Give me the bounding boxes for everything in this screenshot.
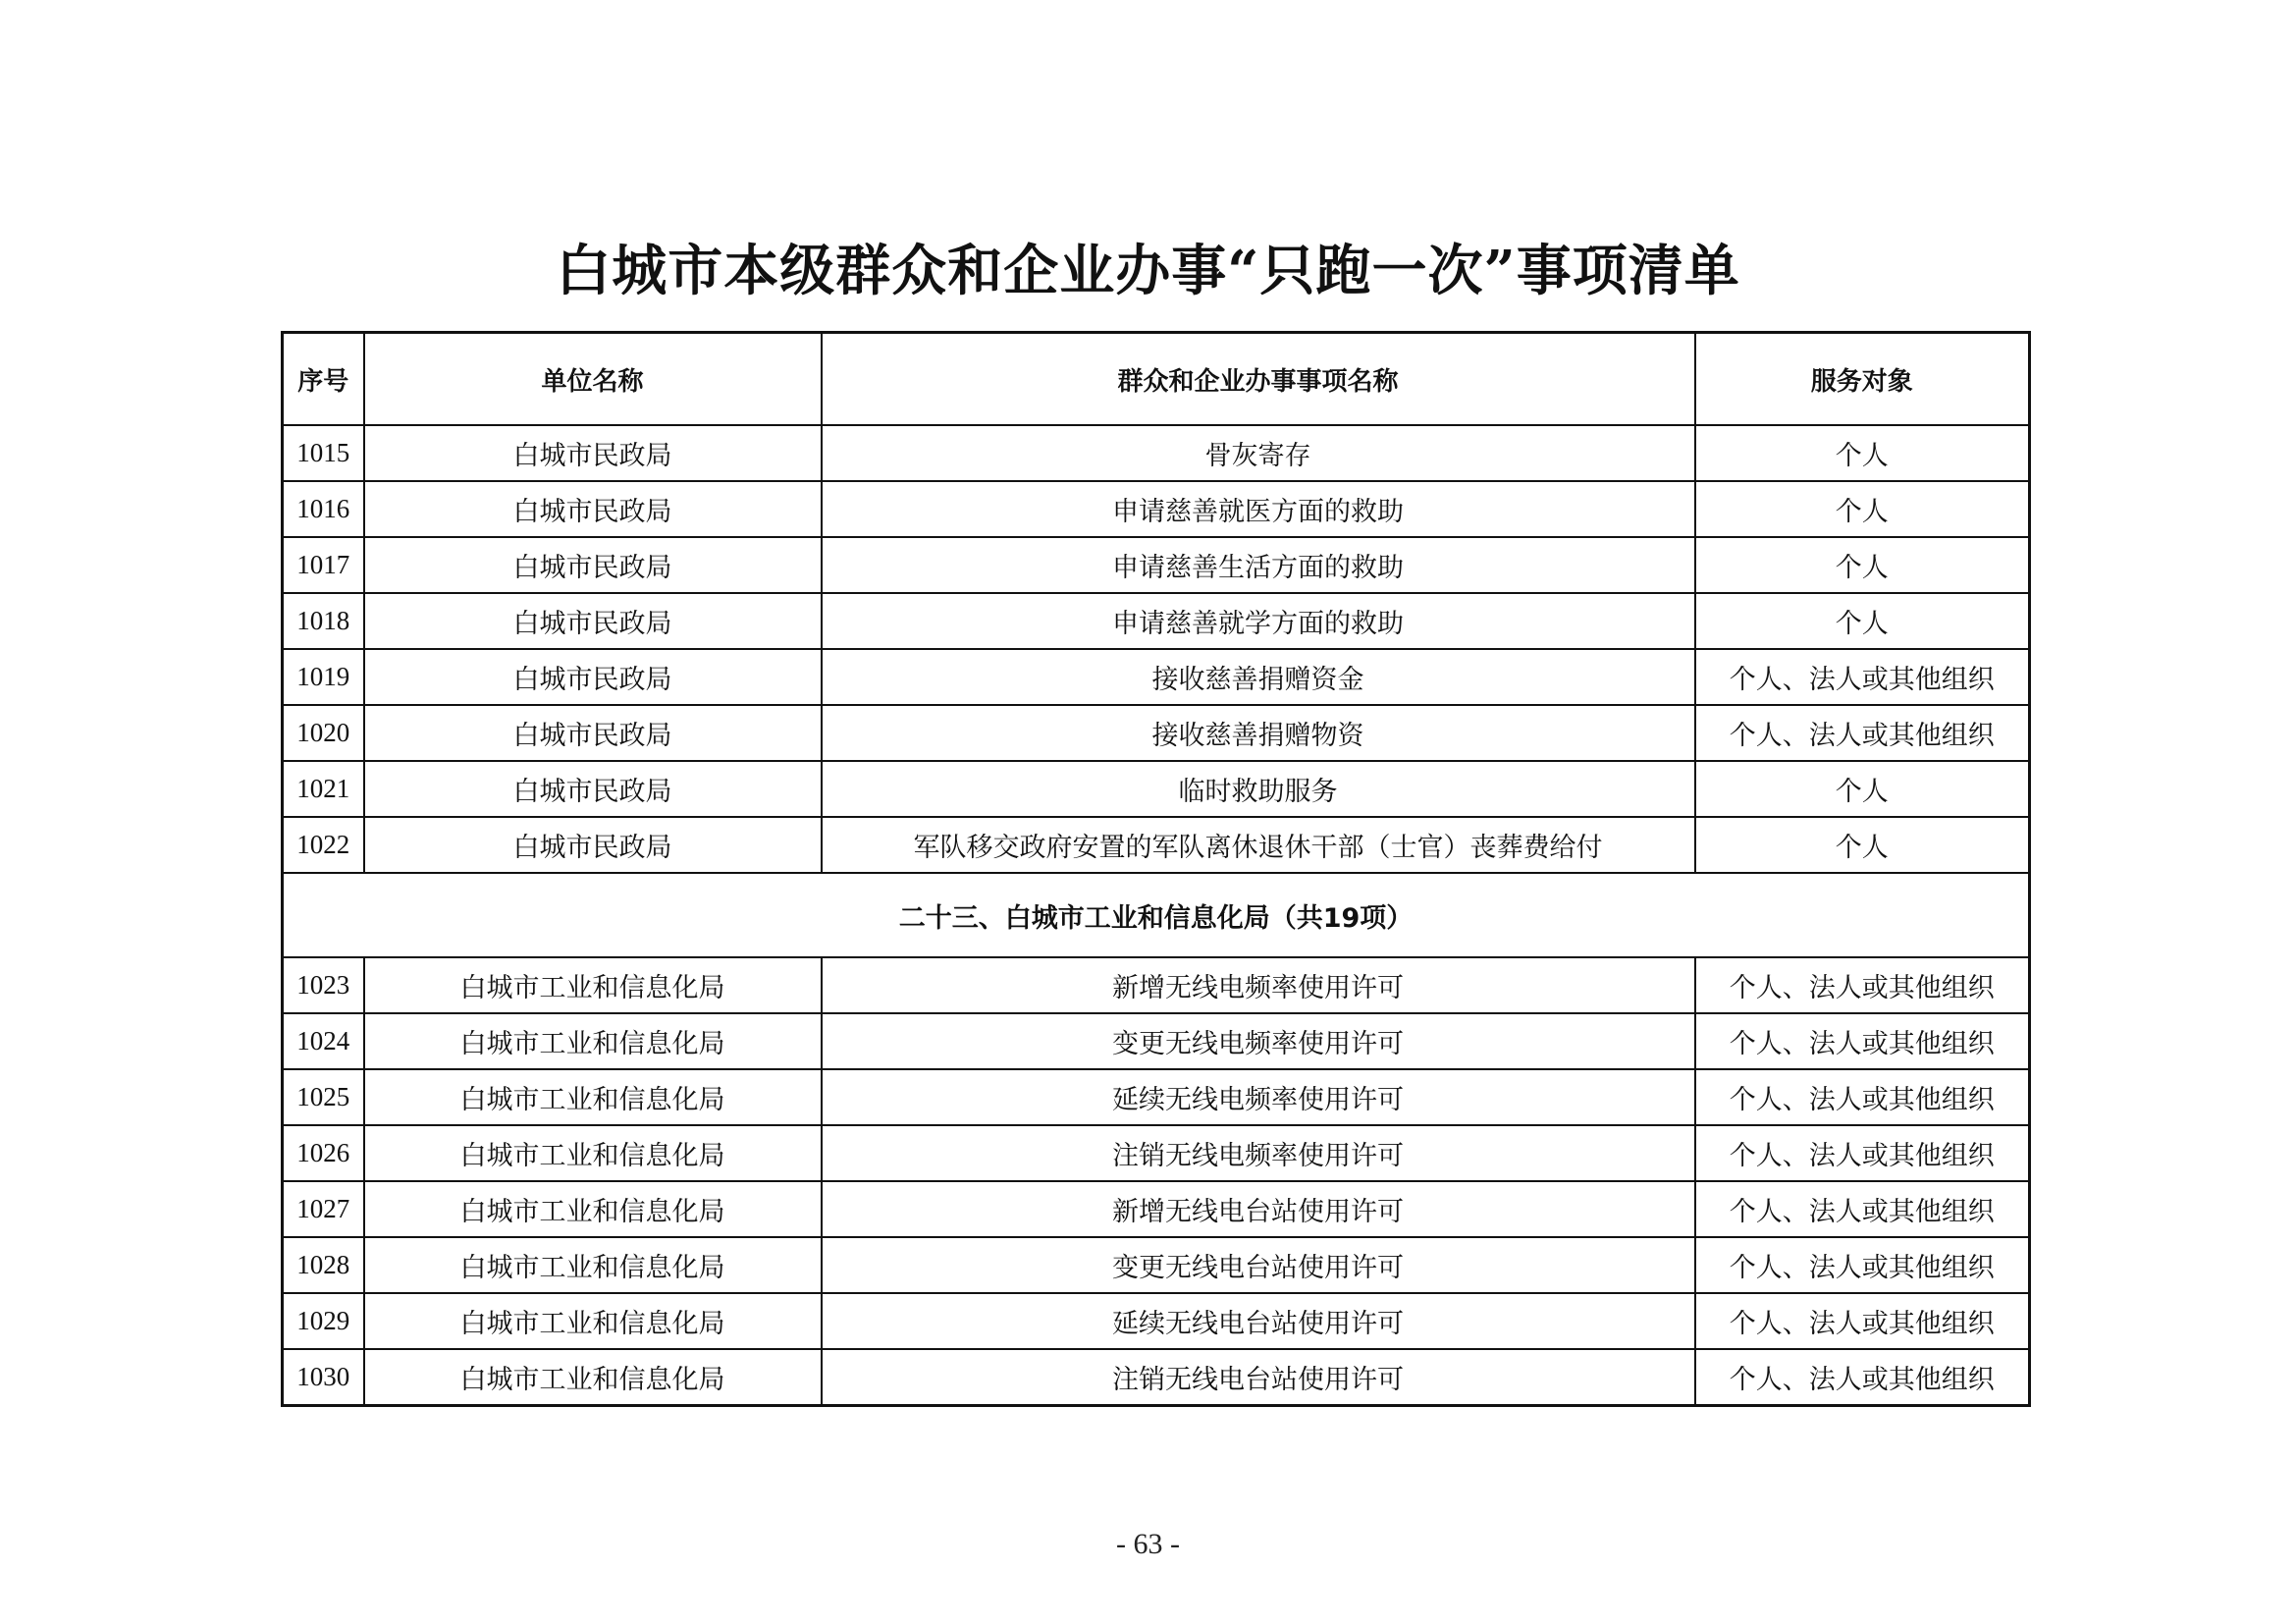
cell-item: 临时救助服务	[822, 761, 1695, 817]
cell-item: 申请慈善生活方面的救助	[822, 537, 1695, 593]
cell-target: 个人	[1695, 817, 2030, 873]
cell-seq: 1018	[283, 593, 364, 649]
cell-seq: 1028	[283, 1237, 364, 1293]
cell-seq: 1027	[283, 1181, 364, 1237]
cell-unit: 白城市民政局	[364, 817, 822, 873]
cell-unit: 白城市民政局	[364, 649, 822, 705]
cell-target: 个人、法人或其他组织	[1695, 1349, 2030, 1406]
cell-unit: 白城市民政局	[364, 761, 822, 817]
cell-item: 注销无线电频率使用许可	[822, 1125, 1695, 1181]
cell-target: 个人、法人或其他组织	[1695, 1181, 2030, 1237]
cell-item: 变更无线电台站使用许可	[822, 1237, 1695, 1293]
cell-item: 接收慈善捐赠物资	[822, 705, 1695, 761]
cell-unit: 白城市工业和信息化局	[364, 1181, 822, 1237]
table-row	[283, 1125, 2030, 1181]
table-row	[283, 593, 2030, 649]
cell-unit: 白城市民政局	[364, 705, 822, 761]
cell-item: 新增无线电台站使用许可	[822, 1181, 1695, 1237]
table-row	[283, 425, 2030, 481]
cell-seq: 1025	[283, 1069, 364, 1125]
cell-target: 个人、法人或其他组织	[1695, 649, 2030, 705]
cell-target: 个人	[1695, 593, 2030, 649]
page-number: - 63 -	[1116, 1528, 1180, 1560]
table-row	[283, 705, 2030, 761]
cell-seq: 1020	[283, 705, 364, 761]
page-title: 白城市本级群众和企业办事“只跑一次”事项清单	[556, 239, 1740, 303]
cell-target: 个人、法人或其他组织	[1695, 1293, 2030, 1349]
cell-item: 军队移交政府安置的军队离休退休干部（士官）丧葬费给付	[822, 817, 1695, 873]
cell-seq: 1023	[283, 957, 364, 1013]
cell-target: 个人	[1695, 761, 2030, 817]
cell-item: 延续无线电台站使用许可	[822, 1293, 1695, 1349]
cell-unit: 白城市民政局	[364, 425, 822, 481]
cell-unit: 白城市工业和信息化局	[364, 1013, 822, 1069]
cell-item: 注销无线电台站使用许可	[822, 1349, 1695, 1406]
cell-item: 接收慈善捐赠资金	[822, 649, 1695, 705]
cell-unit: 白城市工业和信息化局	[364, 957, 822, 1013]
cell-seq: 1026	[283, 1125, 364, 1181]
section-heading: 二十三、白城市工业和信息化局（共19项）	[283, 873, 2030, 957]
header-item: 群众和企业办事事项名称	[822, 333, 1695, 426]
table-row	[283, 1349, 2030, 1406]
cell-target: 个人、法人或其他组织	[1695, 1237, 2030, 1293]
cell-seq: 1030	[283, 1349, 364, 1406]
table-row	[283, 649, 2030, 705]
header-seq: 序号	[283, 333, 364, 426]
cell-seq: 1022	[283, 817, 364, 873]
section-heading-row	[283, 873, 2030, 957]
cell-unit: 白城市工业和信息化局	[364, 1349, 822, 1406]
header-target: 服务对象	[1695, 333, 2030, 426]
cell-unit: 白城市民政局	[364, 537, 822, 593]
table-row	[283, 481, 2030, 537]
cell-item: 骨灰寄存	[822, 425, 1695, 481]
cell-seq: 1016	[283, 481, 364, 537]
cell-unit: 白城市民政局	[364, 481, 822, 537]
cell-target: 个人	[1695, 481, 2030, 537]
matters-table	[281, 331, 2031, 1407]
cell-target: 个人、法人或其他组织	[1695, 957, 2030, 1013]
cell-seq: 1024	[283, 1013, 364, 1069]
cell-unit: 白城市工业和信息化局	[364, 1069, 822, 1125]
cell-item: 申请慈善就医方面的救助	[822, 481, 1695, 537]
table-row	[283, 1013, 2030, 1069]
cell-unit: 白城市工业和信息化局	[364, 1125, 822, 1181]
cell-seq: 1019	[283, 649, 364, 705]
cell-seq: 1021	[283, 761, 364, 817]
table-row	[283, 1237, 2030, 1293]
cell-item: 变更无线电频率使用许可	[822, 1013, 1695, 1069]
table-row	[283, 1069, 2030, 1125]
cell-target: 个人、法人或其他组织	[1695, 705, 2030, 761]
group2-rows	[283, 957, 2030, 1406]
table-row	[283, 537, 2030, 593]
cell-target: 个人、法人或其他组织	[1695, 1069, 2030, 1125]
cell-seq: 1015	[283, 425, 364, 481]
table-row	[283, 817, 2030, 873]
cell-unit: 白城市民政局	[364, 593, 822, 649]
cell-seq: 1029	[283, 1293, 364, 1349]
cell-target: 个人、法人或其他组织	[1695, 1013, 2030, 1069]
header-unit: 单位名称	[364, 333, 822, 426]
cell-item: 申请慈善就学方面的救助	[822, 593, 1695, 649]
cell-target: 个人	[1695, 425, 2030, 481]
table-row	[283, 761, 2030, 817]
table-row	[283, 957, 2030, 1013]
table-row	[283, 1181, 2030, 1237]
group1-rows	[283, 425, 2030, 957]
cell-item: 新增无线电频率使用许可	[822, 957, 1695, 1013]
cell-unit: 白城市工业和信息化局	[364, 1293, 822, 1349]
cell-seq: 1017	[283, 537, 364, 593]
table-row	[283, 1293, 2030, 1349]
cell-target: 个人	[1695, 537, 2030, 593]
cell-item: 延续无线电频率使用许可	[822, 1069, 1695, 1125]
table-header-row	[283, 333, 2030, 426]
cell-unit: 白城市工业和信息化局	[364, 1237, 822, 1293]
cell-target: 个人、法人或其他组织	[1695, 1125, 2030, 1181]
